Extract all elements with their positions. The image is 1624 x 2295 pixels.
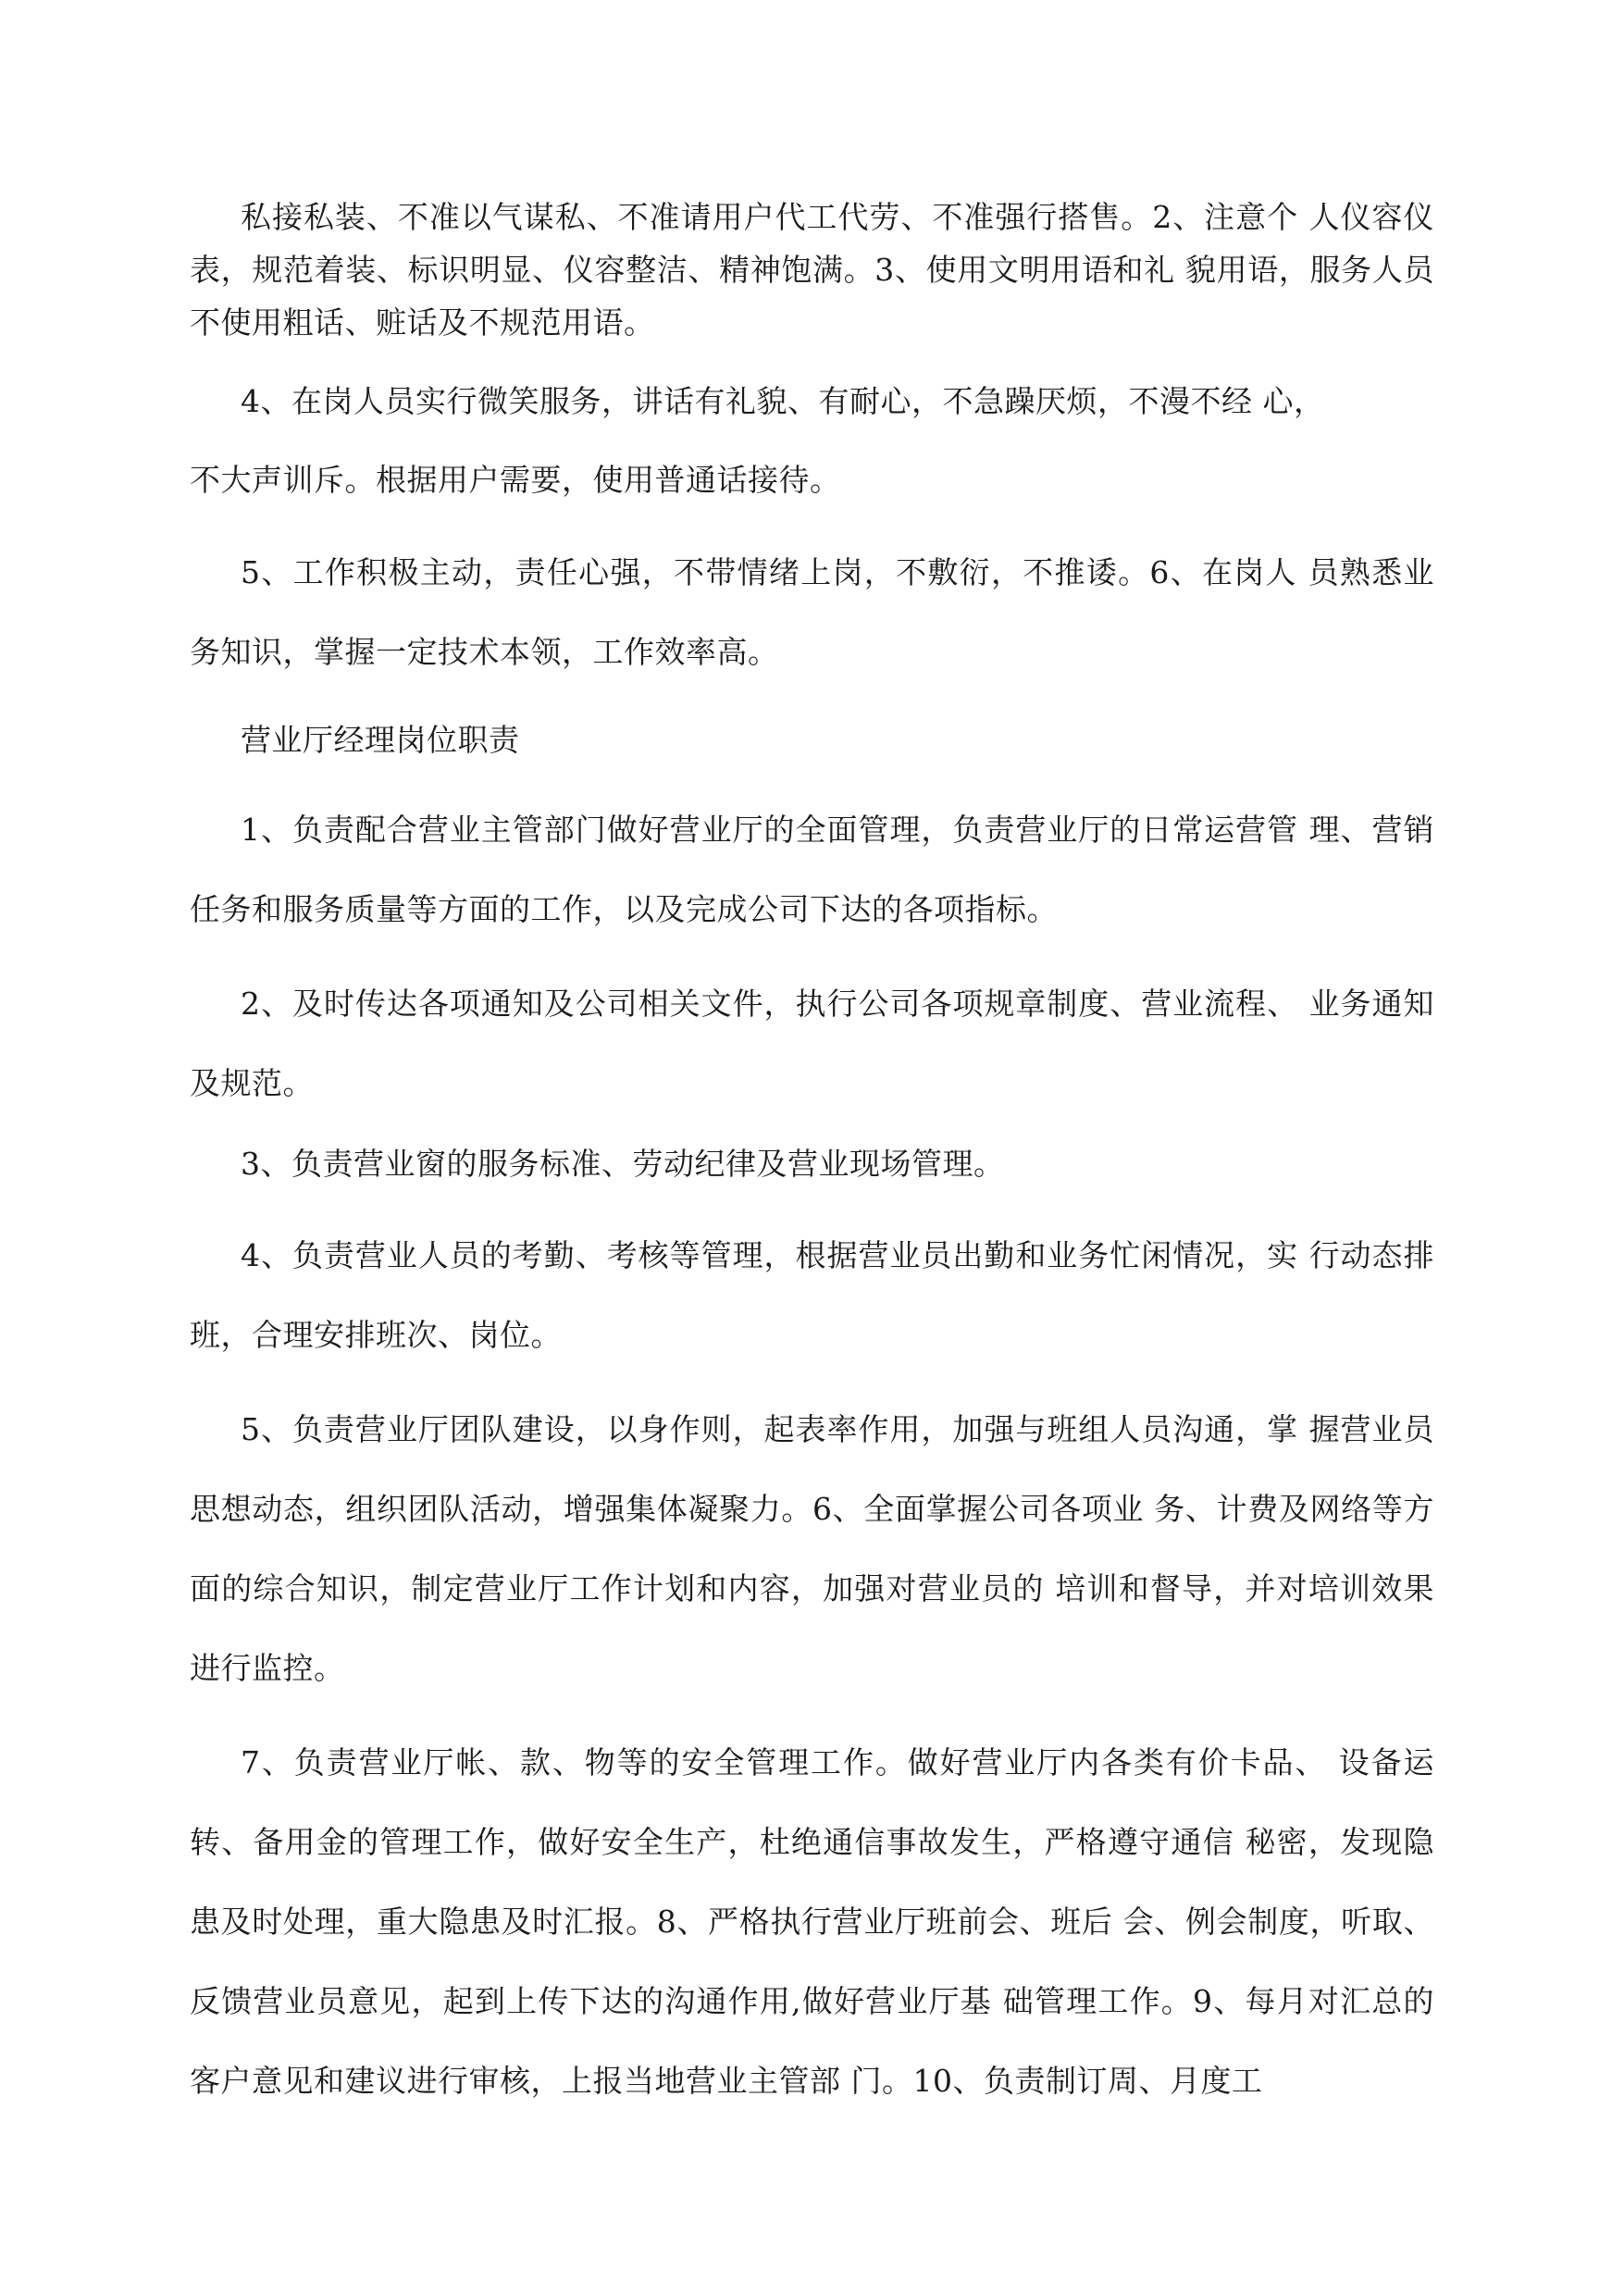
paragraph-10: 7、负责营业厅帐、款、物等的安全管理工作。做好营业厅内各类有价卡品、 设备运转、备用金的管理工作，做好安全生产，杜绝通信事故发生，严格遵守通信 秘密，发现隐患及时处理，重大隐患及时汇报。8、严格执行营业厅班前会、班后 会、例会制度，听取、反馈营业员意见，起到上传下达的沟通作用,做好营业厅基 础管理工作。9、每月对汇总的客户意见和建议进行审核，上报当地营业主管部 门。10、负责制订周、月度工 <box>190 1744 1434 2099</box>
paragraph-7: 3、负责营业窗的服务标准、劳动纪律及营业现场管理。 <box>241 1146 1005 1182</box>
section-heading: 营业厅经理岗位职责 <box>241 722 520 758</box>
paragraph-6: 2、及时传达各项通知及公司相关文件，执行公司各项规章制度、营业流程、 业务通知及规范。 <box>190 986 1434 1101</box>
paragraph-1: 私接私装、不准以气谋私、不准请用户代工代劳、不准强行搭售。2、注意个 人仪容仪表，规范着装、标识明显、仪容整洁、精神饱满。3、使用文明用语和礼 貌用语，服务人员不使用粗话、赃话及不规范用语。 <box>190 199 1434 341</box>
paragraph-9: 5、负责营业厅团队建设，以身作则，起表率作用，加强与班组人员沟通，掌 握营业员思想动态，组织团队活动，增强集体凝聚力。6、全面掌握公司各项业 务、计费及网络等方面的综合知识，制定营业厅工作计划和内容，加强对营业员的 培训和督导，并对培训效果进行监控。 <box>190 1411 1434 1686</box>
paragraph-4: 5、工作积极主动，责任心强，不带情绪上岗，不敷衍，不推诿。6、在岗人 员熟悉业务知识，掌握一定技术本领，工作效率高。 <box>190 554 1434 670</box>
paragraph-5: 1、负责配合营业主管部门做好营业厅的全面管理，负责营业厅的日常运营管 理、营销任务和服务质量等方面的工作，以及完成公司下达的各项指标。 <box>190 812 1434 927</box>
paragraph-2: 4、在岗人员实行微笑服务，讲话有礼貌、有耐心，不急躁厌烦，不漫不经 心， <box>241 383 1325 419</box>
document-body <box>190 191 1434 2121</box>
paragraph-3: 不大声训斥。根据用户需要，使用普通话接待。 <box>190 462 841 498</box>
paragraph-8: 4、负责营业人员的考勤、考核等管理，根据营业员出勤和业务忙闲情况，实 行动态排班，合理安排班次、岗位。 <box>190 1237 1434 1353</box>
